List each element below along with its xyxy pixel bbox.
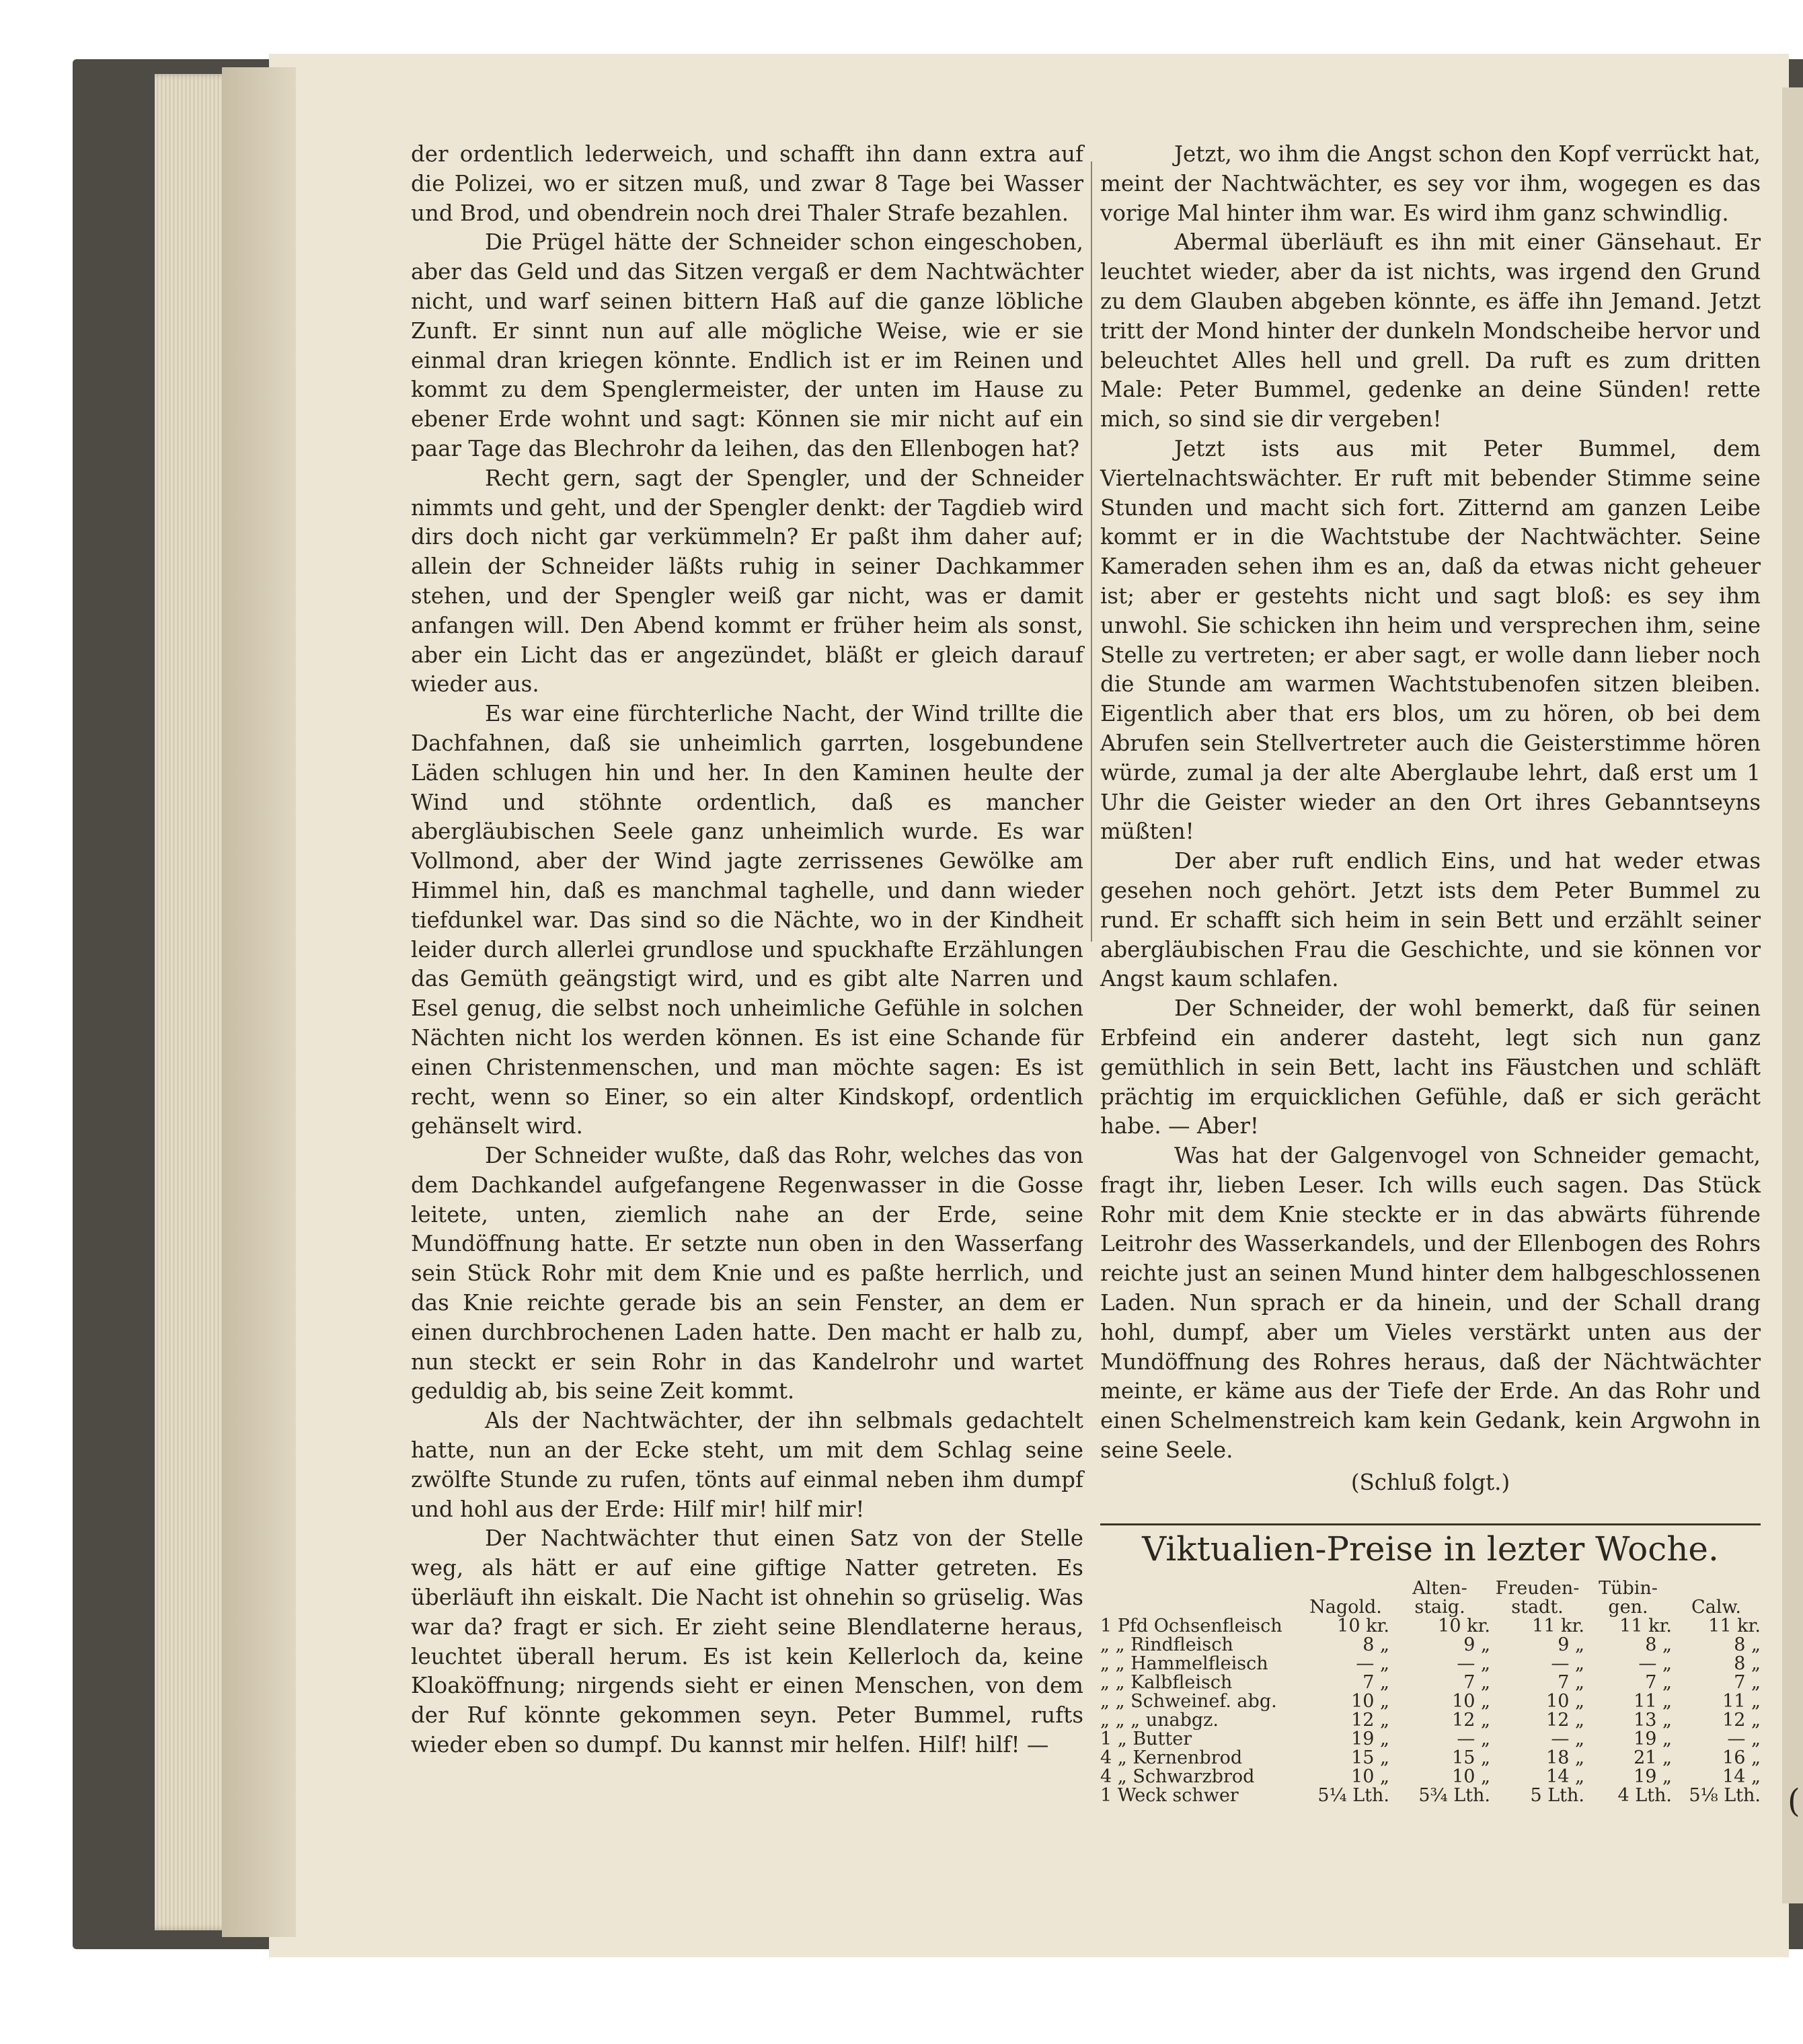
price-table (1100, 1571, 1761, 1805)
price-cell: 11 kr. (1619, 1616, 1672, 1636)
table-row (1100, 1786, 1761, 1805)
item-name: „ „ Rindfleisch (1100, 1634, 1233, 1655)
price-cell: 14 „ (1722, 1766, 1761, 1787)
item-name: 1 Pfd Ochsenfleisch (1100, 1616, 1282, 1636)
item-name: 1 „ Butter (1100, 1729, 1192, 1749)
price-cell: 4 Lth. (1617, 1785, 1672, 1806)
paragraph: Jetzt, wo ihm die Angst schon den Kopf verrückt hat, meint der Nachtwächter, es sey vor ihm, wogegen es das vorige Mal hinter ihm war. Es wird ihm ganz schwindlig. (1100, 141, 1761, 226)
paragraph: Als der Nachtwächter, der ihn selbmals gedachtelt hatte, nun an der Ecke steht, um mit dem Schlag seine zwölfte Stunde zu rufen, tönts auf einmal neben ihm dumpf und hohl aus der Erde: Hilf mir! hilf mir! (411, 1408, 1083, 1522)
right-text-column (1100, 140, 1761, 1498)
price-cell: 10 „ (1546, 1691, 1584, 1712)
price-cell: 5¼ Lth. (1317, 1785, 1389, 1806)
price-cell: — „ (1727, 1729, 1761, 1749)
item-name: „ „ Hammelfleisch (1100, 1653, 1268, 1674)
price-cell: 8 „ (1734, 1634, 1761, 1655)
paragraph: Abermal überläuft es ihn mit einer Gänsehaut. Er leuchtet wieder, aber da ist nichts, was irgend den Grund zu dem Glauben abgeben könnte, es äffe ihn Jemand. Jetzt tritt der Mond hinter der dunkeln Mondscheibe hervor und beleuchtet Alles hell und grell. Da ruft es zum dritten Male: Peter Bummel, gedenke an deine Sünden! rette mich, so sind sie dir vergeben! (1100, 229, 1761, 432)
price-cell: 13 „ (1634, 1710, 1672, 1731)
column-divider (1091, 161, 1092, 942)
paragraph: Der aber ruft endlich Eins, und hat weder etwas gesehen noch gehört. Jetzt ists dem Peter Bummel zu rund. Er schafft sich heim in sein Bett und erzählt seiner abergläubischen Frau die Geschichte, und sie können vor Angst kaum schlafen. (1100, 848, 1761, 992)
item-name: „ „ Kalbfleisch (1100, 1672, 1233, 1693)
price-cell: 10 kr. (1438, 1616, 1490, 1636)
price-cell: 9 „ (1463, 1634, 1490, 1655)
table-row (1100, 1730, 1761, 1749)
price-cell: 14 „ (1546, 1766, 1584, 1787)
column-header: Alten-staig. (1412, 1578, 1467, 1618)
price-cell: 8 „ (1645, 1634, 1672, 1655)
price-cell: 15 „ (1351, 1747, 1389, 1768)
price-cell: 19 „ (1634, 1729, 1672, 1749)
price-cell: 16 „ (1722, 1747, 1761, 1768)
item-name: „ „ „ unabgz. (1100, 1710, 1219, 1731)
column-header: Tübin-gen. (1599, 1578, 1658, 1618)
price-table-body (1100, 1617, 1761, 1805)
table-row (1100, 1692, 1761, 1711)
price-cell: — „ (1638, 1653, 1672, 1674)
next-page-letter: ( (1788, 1782, 1800, 1820)
price-cell: 7 „ (1734, 1672, 1761, 1693)
price-cell: 8 „ (1363, 1634, 1389, 1655)
table-row (1100, 1636, 1761, 1655)
price-cell: 11 „ (1722, 1691, 1761, 1712)
price-cell: 11 kr. (1532, 1616, 1584, 1636)
price-cell: 12 „ (1351, 1710, 1389, 1731)
price-table-header (1100, 1571, 1761, 1617)
table-row (1100, 1655, 1761, 1673)
price-cell: — „ (1356, 1653, 1389, 1674)
price-cell: 7 „ (1363, 1672, 1389, 1693)
price-cell: 5⅛ Lth. (1689, 1785, 1761, 1806)
left-text-column (411, 140, 1083, 1760)
item-name: 4 „ Kernenbrod (1100, 1747, 1243, 1768)
price-cell: 5¾ Lth. (1418, 1785, 1490, 1806)
table-row (1100, 1749, 1761, 1768)
price-cell: 11 „ (1634, 1691, 1672, 1712)
paragraph: Der Nachtwächter thut einen Satz von der Stelle weg, als hätt er auf eine giftige Natter getreten. Es überläuft ihn eiskalt. Die Nacht ist ohnehin so grüselig. Was war da? fragt er sich. Er zieht seine Blendlaterne heraus, leuchtet überall herum. Es ist kein Kellerloch da, keine Kloaköffnung; nirgends sieht er einen Menschen, von dem der Ruf könnte gekommen seyn. Peter Bummel, rufts wieder eben so dumpf. Du kannst mir helfen. Hilf! hilf! — (411, 1525, 1083, 1758)
continued-note: (Schluß folgt.) (1350, 1469, 1510, 1495)
paragraph: Jetzt ists aus mit Peter Bummel, dem Viertelnachtswächter. Er ruft mit bebender Stimme seine Stunden und macht sich fort. Zitternd am ganzen Leibe kommt er in die Wachtstube der Nachtwächter. Seine Kameraden sehen ihm es an, daß da etwas nicht geheuer ist; aber er gestehts nicht und sagt bloß: es sey ihm unwohl. Sie schicken ihn heim und versprechen ihm, seine Stelle zu vertreten; er aber sagt, er wolle dann lieber noch die Stunde am warmen Wachtstubenofen sitzen bleiben. Eigentlich aber that ers blos, um zu hören, ob bei dem Abrufen sein Stellvertreter auch die Geisterstimme hören würde, zumal ja der alte Aberglaube lehrt, daß erst um 1 Uhr die Geister wieder an den Ort ihres Gebanntseyns müßten! (1100, 435, 1761, 845)
paragraph: Es war eine fürchterliche Nacht, der Wind trillte die Dachfahnen, daß sie unheimlich garrten, losgebundene Läden schlugen hin und her. In den Kaminen heulte der Wind und stöhnte ordentlich, daß es mancher abergläubischen Seele ganz unheimlich wurde. Es war Vollmond, aber der Wind jagte zerrissenes Gewölke am Himmel hin, daß es manchmal taghelle, und dann wieder tiefdunkel war. Das sind so die Nächte, wo in der Kindheit leider durch allerlei grundlose und spuckhafte Erzählungen das Gemüth geängstigt wird, und es gibt alte Narren und Esel genug, die selbst noch unheimliche Gefühle in solchen Nächten nicht los werden können. Es ist eine Schande für einen Christenmenschen, und man möchte sagen: Es ist recht, wenn so Einer, so ein alter Kindskopf, ordentlich gehänselt wird. (411, 701, 1083, 1139)
price-cell: 10 „ (1452, 1691, 1490, 1712)
price-cell: 12 „ (1546, 1710, 1584, 1731)
price-cell: 11 kr. (1708, 1616, 1761, 1636)
price-cell: 8 „ (1734, 1653, 1761, 1674)
item-name: 4 „ Schwarzbrod (1100, 1766, 1255, 1787)
paragraph: Die Prügel hätte der Schneider schon eingeschoben, aber das Geld und das Sitzen vergaß er dem Nachtwächter nicht, und warf seinen bittern Haß auf die ganze löbliche Zunft. Er sinnt nun auf alle mögliche Weise, wie er sie einmal dran kriegen könnte. Endlich ist er im Reinen und kommt zu dem Spenglermeister, der unten im Hause zu ebener Erde wohnt und sagt: Können sie mir nicht auf ein paar Tage das Blechrohr da leihen, das den Ellenbogen hat? (411, 229, 1083, 461)
table-row (1100, 1617, 1761, 1636)
column-header: Calw. (1691, 1597, 1741, 1618)
item-name: 1 Weck schwer (1100, 1785, 1239, 1806)
paragraph: Was hat der Galgenvogel von Schneider gemacht, fragt ihr, lieben Leser. Ich wills euch sagen. Das Stück Rohr mit dem Knie steckte er in das abwärts führende Leitrohr des Wasserkandels, und der Ellenbogen des Rohrs reichte just an seinen Mund hinter dem halbgeschlossenen Laden. Nun sprach er da hinein, und der Schall drang hohl, dumpf, aber um Vieles verstärkt unten aus der Mundöffnung des Rohres heraus, daß der Nächtwächter meinte, er käme aus der Tiefe der Erde. An das Rohr und einen Schelmenstreich kam kein Gedank, kein Argwohn in seine Seele. (1100, 1143, 1761, 1464)
price-cell: — „ (1551, 1729, 1584, 1749)
price-cell: 18 „ (1546, 1747, 1584, 1768)
price-cell: 19 „ (1351, 1729, 1389, 1749)
gutter-shadow (222, 67, 296, 1937)
paragraph: Der Schneider wußte, daß das Rohr, welches das von dem Dachkandel aufgefangene Regenwasser in die Gosse leitete, unten, ziemlich nahe an der Erde, seine Mundöffnung hatte. Er setzte nun oben in den Wasserfang sein Stück Rohr mit dem Knie und es paßte herrlich, und das Knie reichte gerade bis an sein Fenster, an dem er einen durchbrochenen Laden hatte. Den macht er halb zu, nun steckt er sein Rohr in das Kandelrohr und wartet geduldig ab, bis seine Zeit kommt. (411, 1143, 1083, 1404)
price-cell: 12 „ (1722, 1710, 1761, 1731)
table-row (1100, 1768, 1761, 1786)
price-cell: 10 „ (1351, 1766, 1389, 1787)
next-page-edge (1782, 87, 1803, 1903)
price-cell: 7 „ (1463, 1672, 1490, 1693)
price-cell: 7 „ (1558, 1672, 1584, 1693)
price-cell: 21 „ (1634, 1747, 1672, 1768)
paragraph: Recht gern, sagt der Spengler, und der Schneider nimmts und geht, und der Spengler denkt: der Tagdieb wird dirs doch nicht gar verkümmeln? Er paßt ihm daher auf; allein der Schneider läßts ruhig in seiner Dachkammer stehen, und der Spengler weiß gar nicht, was er damit anfangen will. Den Abend kommt er früher heim als sonst, aber ein Licht das er angezündet, bläßt er gleich darauf wieder aus. (411, 465, 1083, 697)
price-cell: 10 „ (1452, 1766, 1490, 1787)
price-cell: 12 „ (1452, 1710, 1490, 1731)
column-header: Freuden-stadt. (1495, 1578, 1580, 1618)
price-cell: 9 „ (1558, 1634, 1584, 1655)
table-row (1100, 1711, 1761, 1730)
price-cell: 10 kr. (1337, 1616, 1389, 1636)
paragraph: der ordentlich lederweich, und schafft ihn dann extra auf die Polizei, wo er sitzen muß, und zwar 8 Tage bei Wasser und Brod, und obendrein noch drei Thaler Strafe bezahlen. (411, 141, 1083, 226)
paragraph: Der Schneider, der wohl bemerkt, daß für seinen Erbfeind ein anderer dasteht, legt sich nun ganz gemüthlich in sein Bett, lacht ins Fäustchen und schläft prächtig im erquicklichen Gefühle, daß er sich gerächt habe. — Aber! (1100, 995, 1761, 1139)
table-row (1100, 1673, 1761, 1692)
price-cell: 15 „ (1452, 1747, 1490, 1768)
column-header: Nagold. (1309, 1597, 1382, 1618)
item-name: „ „ Schweinef. abg. (1100, 1691, 1277, 1712)
price-table-title: Viktualien-Preise in lezter Woche. (1142, 1529, 1719, 1568)
price-cell: 5 Lth. (1530, 1785, 1584, 1806)
header-blank (1100, 1571, 1302, 1617)
price-cell: 19 „ (1634, 1766, 1672, 1787)
price-cell: — „ (1551, 1653, 1584, 1674)
price-cell: 7 „ (1645, 1672, 1672, 1693)
price-cell: — „ (1457, 1729, 1490, 1749)
price-cell: — „ (1457, 1653, 1490, 1674)
price-cell: 10 „ (1351, 1691, 1389, 1712)
